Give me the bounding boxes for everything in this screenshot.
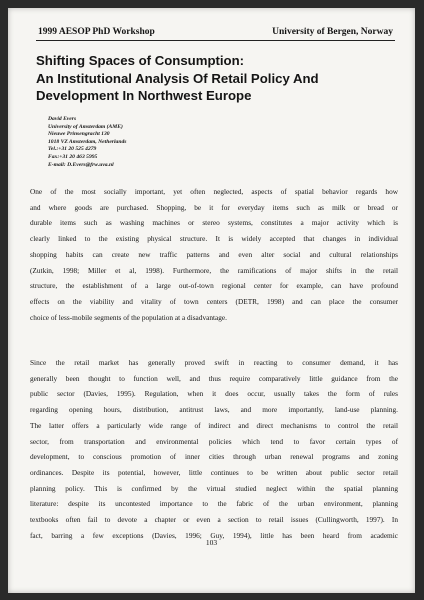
text-line: durable items such as washing machines or stereo systems, constitutes a major activity which is [30,218,398,228]
text-line: fact, barring a few exceptions (Davies, 1996; Guy, 1994), little has been heard from academic [30,530,398,540]
text-line: One of the most socially important, yet often neglected, aspects of spatial behavior regards how [30,187,398,196]
body-paragraph-1 [30,184,398,325]
paper-page [8,8,415,593]
paper-title [36,52,396,105]
text-line: textbooks often fail to devote a chapter or even a section to retail issues (Cullingworth, 1997). In [30,515,398,525]
text-line: literature: despite its uncontested importance to the fabric of the urban environment, planning [30,499,398,509]
text-line: The latter offers a particularly wide range of indirect and direct mechanisms to control the retail [30,420,398,430]
text-line: public sector (Davies, 1995). Regulation, when it does occur, usually takes the form of rules [30,389,398,399]
text-line: ordinances. Despite its potential, however, little continues to be written about public sector retail [30,467,398,477]
author-street: Nieuwe Prinsengracht 130 [48,131,110,138]
page-number: 103 [205,538,218,547]
body-paragraph-2 [30,355,398,543]
title-line: Development In Northwest Europe [36,88,252,103]
header-workshop: 1999 AESOP PhD Workshop [38,27,155,37]
author-email: E-mail: D.Evers@frw.uva.nl [48,161,114,168]
text-line: choice of less-mobile segments of the population at a disadvantage. [30,312,227,322]
author-block [48,116,126,169]
text-line: regarding opening hours, distribution, antitrust laws, and more importantly, land-use planning. [30,405,398,415]
text-line: (Zutkin, 1998; Miller et al, 1998). Furthermore, the ramifications of major shifts in the retail [30,265,398,275]
text-line: generally been thought to function well, and thus require comparatively little guidance from the [30,373,398,383]
text-line: planning policy. This is confirmed by the virtual studied neglect within the spatial planning [30,483,398,493]
running-header [36,26,395,41]
author-fax: Fax:+31 20 463 5995 [48,153,98,160]
text-line: effects on the viability and vitality of town centers (DETR, 1998) and can place the consumer [30,296,398,306]
title-line: An Institutional Analysis Of Retail Policy And [36,70,319,86]
text-line: structure, the establishment of a large out-of-town regional center for example, can have profound [30,281,398,291]
author-city: 1018 VZ Amsterdam, Netherlands [48,138,127,145]
text-line: Since the retail market has generally proved swift in reacting to consumer demand, it has [30,358,398,367]
text-line: sector, from transportation and environmental policies which tend to favor certain types of [30,436,398,446]
author-name: David Evers [48,116,77,122]
author-affiliation: University of Amsterdam (AME) [48,123,123,130]
text-line: and where goods are purchased. Shopping, be it for everyday items such as milk or bread or [30,202,398,212]
text-line: clearly linked to the existing physical structure. It is widely accepted that changes in individual [30,234,398,244]
text-line: development, to conscious promotion of inner cities through urban renewal programs and zoning [30,452,398,462]
header-university: University of Bergen, Norway [272,27,393,37]
text-line: shopping habits can create new traffic patterns and even alter social and cultural relationships [30,249,398,259]
author-tel: Tel.:+31 20 525 4279 [48,146,97,153]
title-line: Shifting Spaces of Consumption: [36,53,245,68]
